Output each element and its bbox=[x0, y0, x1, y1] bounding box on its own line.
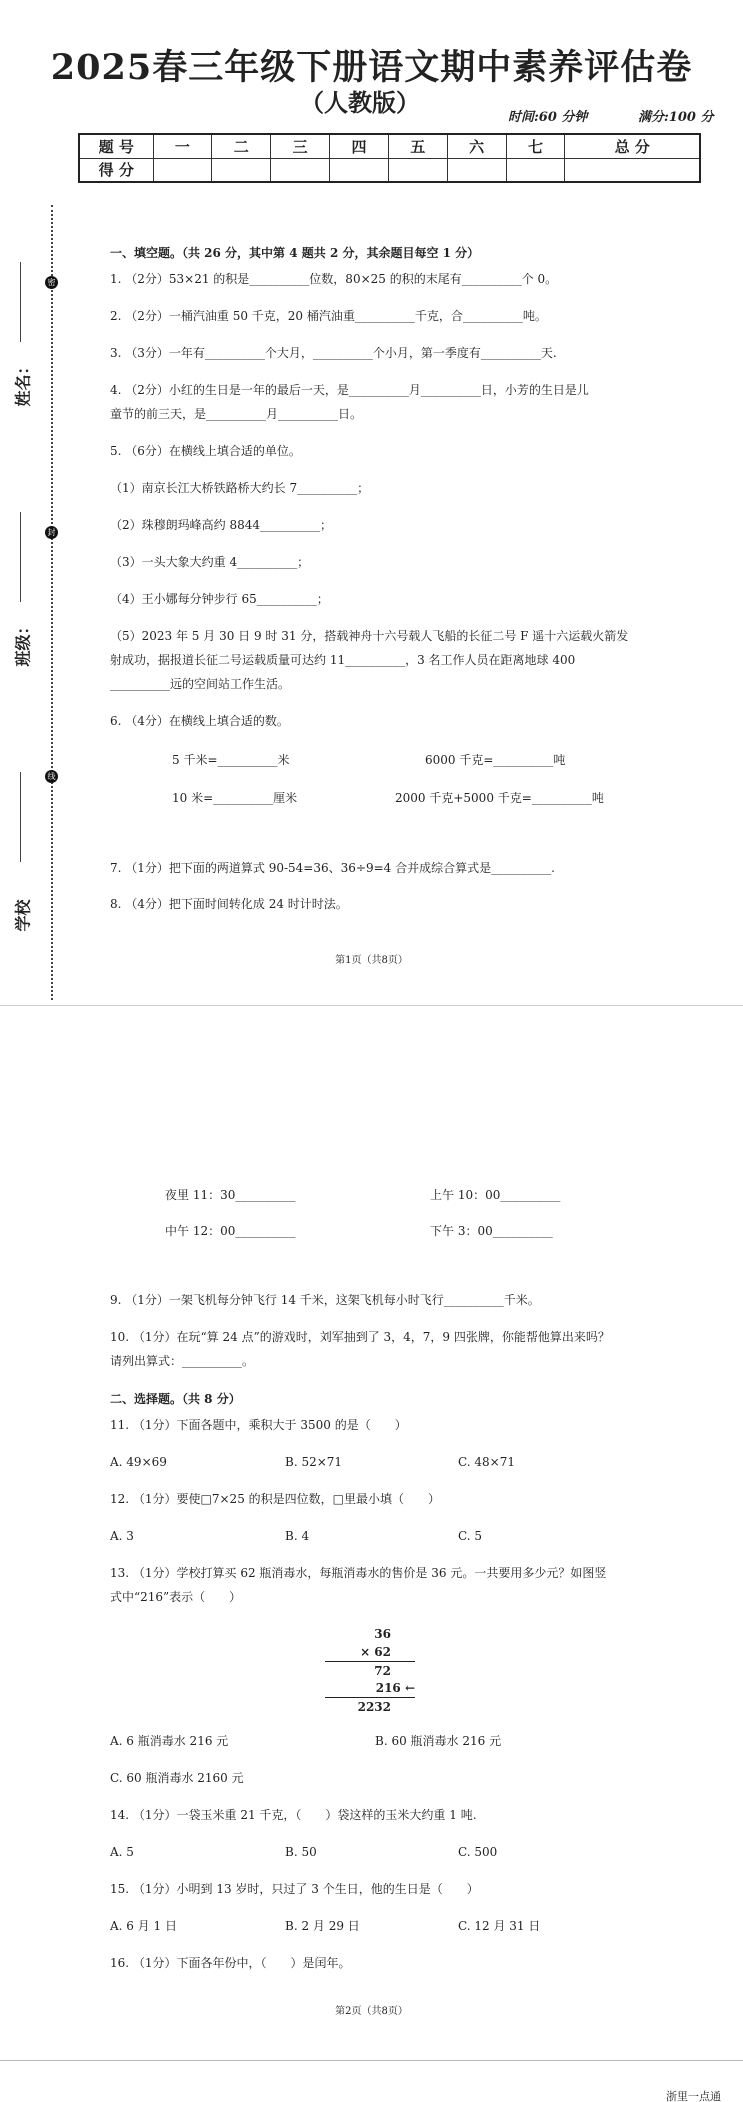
question-5-5-line1: （5）2023 年 5 月 30 日 9 时 31 分，搭载神舟十六号载人飞船的长征二号 F 遥十六运载火箭发 bbox=[110, 629, 629, 643]
score-cell: 二 bbox=[212, 134, 271, 158]
time-item-1: 夜里 11：30__________ bbox=[165, 1188, 296, 1202]
question-5-5-line3: __________远的空间站工作生活。 bbox=[110, 677, 291, 691]
question-5-2: （2）珠穆朗玛峰高约 8844__________； bbox=[110, 518, 332, 532]
question-5-5-line2: 射成功，据报道长征二号运载质量可达约 11__________，3 名工作人员在距离地球 400 bbox=[110, 653, 576, 667]
score-input-cell[interactable] bbox=[447, 158, 506, 182]
score-row-label: 得 分 bbox=[79, 158, 153, 182]
question-5-1: （1）南京长江大桥铁路桥大约长 7__________； bbox=[110, 481, 370, 495]
score-input-cell[interactable] bbox=[271, 158, 330, 182]
score-table bbox=[78, 133, 701, 183]
option-c[interactable]: C. 60 瓶消毒水 2160 元 bbox=[110, 1771, 244, 1785]
question-3: 3. （3分）一年有__________个大月，__________个小月，第一季度有__________天. bbox=[110, 346, 557, 360]
binding-dotted-line bbox=[51, 205, 53, 1000]
question-11: 11. （1分）下面各题中，乘积大于 3500 的是（ ） bbox=[110, 1418, 407, 1432]
question-6-a: 5 千米=__________米 bbox=[172, 753, 290, 767]
option-b[interactable]: B. 4 bbox=[285, 1529, 310, 1543]
class-label: 班级： bbox=[13, 618, 33, 667]
exam-page-2 bbox=[0, 1005, 743, 2102]
question-7: 7. （1分）把下面的两道算式 90-54=36、36÷9=4 合并成综合算式是__________. bbox=[110, 861, 555, 875]
seal-mark: 封 bbox=[45, 526, 58, 539]
score-input-cell[interactable] bbox=[153, 158, 212, 182]
name-label: 姓名： bbox=[13, 358, 33, 407]
score-cell: 总 分 bbox=[565, 134, 700, 158]
question-4-line1: 4. （2分）小红的生日是一年的最后一天，是__________月__________日，小芳的生日是儿 bbox=[110, 383, 589, 397]
question-6-c: 10 米=__________厘米 bbox=[172, 791, 298, 805]
bottom-divider bbox=[0, 2060, 743, 2061]
section1-title: 一、填空题。（共 26 分，其中第 4 题共 2 分，其余题目每空 1 分） bbox=[110, 246, 480, 260]
question-5: 5. （6分）在横线上填合适的单位。 bbox=[110, 444, 301, 458]
exam-title: 2025春三年级下册语文期中素养评估卷 bbox=[50, 47, 693, 88]
option-c[interactable]: C. 5 bbox=[458, 1529, 483, 1543]
option-a[interactable]: A. 49×69 bbox=[110, 1455, 167, 1469]
score-cell: 七 bbox=[506, 134, 565, 158]
option-a[interactable]: A. 6 瓶消毒水 216 元 bbox=[110, 1734, 229, 1748]
question-4-line2: 童节的前三天，是__________月__________日。 bbox=[110, 407, 363, 421]
question-5-3: （3）一头大象大约重 4__________； bbox=[110, 555, 310, 569]
option-c[interactable]: C. 48×71 bbox=[458, 1455, 515, 1469]
question-2: 2. （2分）一桶汽油重 50 千克，20 桶汽油重__________千克，合__________吨。 bbox=[110, 309, 547, 323]
question-14: 14. （1分）一袋玉米重 21 千克，（ ）袋这样的玉米大约重 1 吨. bbox=[110, 1808, 477, 1822]
question-15: 15. （1分）小明到 13 岁时，只过了 3 个生日，他的生日是（ ） bbox=[110, 1882, 479, 1896]
seal-mark: 线 bbox=[45, 770, 58, 783]
time-item-3: 中午 12：00__________ bbox=[165, 1224, 296, 1238]
score-input-cell[interactable] bbox=[330, 158, 389, 182]
option-b[interactable]: B. 2 月 29 日 bbox=[285, 1919, 360, 1933]
school-label: 学校 bbox=[13, 899, 33, 932]
question-6-b: 6000 千克=__________吨 bbox=[425, 753, 566, 767]
option-b[interactable]: B. 52×71 bbox=[285, 1455, 343, 1469]
option-a[interactable]: A. 3 bbox=[110, 1529, 134, 1543]
score-input-cell[interactable] bbox=[212, 158, 271, 182]
page-footer: 第1页（共8页） bbox=[335, 955, 408, 966]
question-6: 6. （4分）在横线上填合适的数。 bbox=[110, 714, 289, 728]
vertical-multiplication bbox=[325, 1625, 415, 1715]
watermark-text: 浙里一点通 bbox=[666, 2090, 721, 2102]
score-cell: 四 bbox=[330, 134, 389, 158]
score-table-header-row bbox=[79, 134, 700, 158]
full-score: 满分:100 分 bbox=[638, 110, 714, 125]
calc-product: 2232 bbox=[325, 1697, 415, 1715]
question-5-4: （4）王小娜每分钟步行 65__________； bbox=[110, 592, 329, 606]
score-cell: 一 bbox=[153, 134, 212, 158]
score-cell: 三 bbox=[271, 134, 330, 158]
score-table-score-row bbox=[79, 158, 700, 182]
question-10-line1: 10. （1分）在玩“算 24 点”的游戏时，刘军抽到了 3，4，7，9 四张牌，你能帮他算出来吗？ bbox=[110, 1330, 610, 1344]
time-item-4: 下午 3：00__________ bbox=[430, 1224, 553, 1238]
exam-page-1 bbox=[0, 0, 743, 1005]
option-b[interactable]: B. 60 瓶消毒水 216 元 bbox=[375, 1734, 502, 1748]
question-8: 8. （4分）把下面时间转化成 24 时计时法。 bbox=[110, 897, 348, 911]
score-cell: 六 bbox=[447, 134, 506, 158]
question-13-line2: 式中“216”表示（ ） bbox=[110, 1590, 242, 1604]
time-limit: 时间:60 分钟 bbox=[508, 110, 588, 125]
question-13-line1: 13. （1分）学校打算买 62 瓶消毒水，每瓶消毒水的售价是 36 元。一共要用多少元？如图竖 bbox=[110, 1566, 607, 1580]
question-12: 12. （1分）要使□7×25 的积是四位数，□里最小填（ ） bbox=[110, 1492, 440, 1506]
time-item-2: 上午 10：00__________ bbox=[430, 1188, 561, 1202]
option-a[interactable]: A. 6 月 1 日 bbox=[110, 1919, 178, 1933]
question-16: 16. （1分）下面各年份中，（ ）是闰年。 bbox=[110, 1956, 351, 1970]
question-6-d: 2000 千克+5000 千克=__________吨 bbox=[395, 791, 604, 805]
calc-partial-1: 72 bbox=[325, 1661, 415, 1679]
question-10-line2: 请列出算式：__________。 bbox=[110, 1354, 255, 1368]
section2-title: 二、选择题。（共 8 分） bbox=[110, 1392, 241, 1406]
school-fill-line[interactable] bbox=[20, 772, 21, 862]
option-b[interactable]: B. 50 bbox=[285, 1845, 317, 1859]
score-input-cell[interactable] bbox=[388, 158, 447, 182]
page-footer: 第2页（共8页） bbox=[335, 2006, 408, 2017]
calc-partial-2: 216 ← bbox=[375, 1681, 415, 1695]
calc-multiplicand: 36 bbox=[374, 1627, 391, 1641]
seal-mark: 密 bbox=[45, 276, 58, 289]
score-cell: 题 号 bbox=[79, 134, 153, 158]
option-a[interactable]: A. 5 bbox=[110, 1845, 134, 1859]
score-input-cell[interactable] bbox=[506, 158, 565, 182]
score-cell: 五 bbox=[388, 134, 447, 158]
name-fill-line[interactable] bbox=[20, 262, 21, 342]
score-input-cell[interactable] bbox=[565, 158, 700, 182]
question-1: 1. （2分）53×21 的积是__________位数，80×25 的积的末尾有__________个 0。 bbox=[110, 272, 558, 286]
question-9: 9. （1分）一架飞机每分钟飞行 14 千米，这架飞机每小时飞行__________千米。 bbox=[110, 1293, 540, 1307]
class-fill-line[interactable] bbox=[20, 512, 21, 602]
calc-multiplier: × 62 bbox=[360, 1645, 391, 1659]
option-c[interactable]: C. 500 bbox=[458, 1845, 498, 1859]
option-c[interactable]: C. 12 月 31 日 bbox=[458, 1919, 541, 1933]
exam-subtitle: （人教版） bbox=[300, 88, 420, 117]
